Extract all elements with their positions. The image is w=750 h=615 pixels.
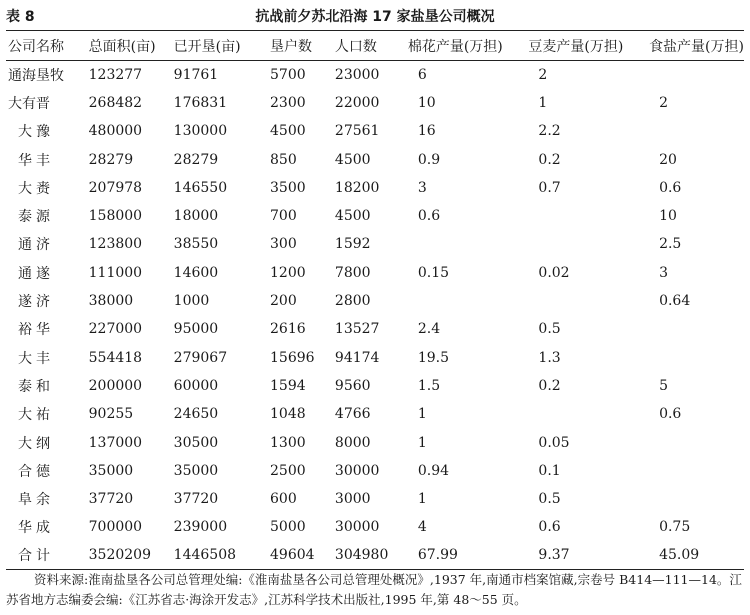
cell-company-name: 阜余 [18, 492, 54, 509]
cell-total-area: 123277 [88, 66, 143, 83]
table-row [6, 485, 744, 513]
cell-salt-output: 2 [659, 94, 668, 111]
cell-cotton-output: 0.94 [417, 462, 450, 479]
table-row [6, 400, 744, 428]
table-row [6, 287, 744, 315]
table-title: 抗战前夕苏北沿海 17 家盐垦公司概况 [255, 9, 495, 25]
table-row [6, 315, 744, 343]
cell-company-name: 华成 [18, 520, 54, 537]
cell-beans-wheat-output: 2.2 [538, 123, 561, 140]
cell-cultivated-area: 146550 [173, 179, 228, 196]
cell-households: 1200 [270, 264, 306, 281]
cell-population: 9560 [334, 377, 371, 394]
cell-beans-wheat-output: 0.6 [538, 519, 561, 536]
cell-total-area: 207978 [88, 179, 143, 196]
cell-total-area: 158000 [88, 208, 143, 225]
cell-salt-output [647, 61, 744, 89]
cell-cotton-output [406, 287, 527, 315]
cell-population: 27561 [334, 123, 380, 140]
cell-households: 2500 [270, 462, 306, 479]
table-row [6, 145, 744, 173]
cell-salt-output: 45.09 [647, 542, 744, 570]
cell-population: 4766 [334, 406, 371, 423]
table-row [6, 89, 744, 117]
cell-households: 300 [270, 236, 297, 253]
table-row [6, 372, 744, 400]
cell-beans-wheat-output: 0.5 [538, 321, 561, 338]
cell-cultivated-area: 28279 [173, 151, 219, 168]
cell-total-area: 700000 [88, 519, 143, 536]
cell-households: 15696 [270, 349, 315, 366]
cell-company-name: 大赉 [18, 180, 54, 197]
cell-salt-output: 3 [659, 264, 668, 281]
cell-total-area: 123800 [88, 236, 143, 253]
table-caption [6, 4, 744, 26]
cell-cultivated-area: 1000 [173, 293, 210, 310]
header-beans-wheat: 豆麦产量(万担) [526, 31, 647, 61]
cell-salt-output [647, 343, 744, 371]
cell-population: 4500 [334, 208, 371, 225]
cell-cultivated-area: 37720 [173, 491, 219, 508]
cell-beans-wheat-output [526, 287, 647, 315]
cell-beans-wheat-output [526, 400, 647, 428]
table-row [6, 457, 744, 485]
cell-total-area: 137000 [88, 434, 143, 451]
cell-population: 18200 [334, 179, 380, 196]
cell-cultivated-area: 91761 [173, 66, 219, 83]
cell-company-name: 大豫 [18, 124, 54, 141]
cell-salt-output: 20 [659, 151, 677, 168]
cell-population: 22000 [334, 94, 380, 111]
cell-total-area: 554418 [88, 349, 143, 366]
cell-company-name: 裕华 [18, 322, 54, 339]
cell-cotton-output: 1 [417, 491, 427, 508]
cell-company-name: 通海垦牧 [8, 67, 64, 84]
cell-total-area: 200000 [88, 377, 143, 394]
cell-total-area: 37720 [88, 491, 134, 508]
header-total-area: 总面积(亩) [87, 31, 172, 61]
cell-population: 13527 [334, 321, 380, 338]
cell-total-area: 28279 [88, 151, 134, 168]
cell-company-name: 通济 [18, 237, 54, 254]
cell-households: 49604 [268, 542, 333, 570]
cell-salt-output: 2.5 [659, 236, 682, 253]
header-company: 公司名称 [6, 31, 87, 61]
cell-total-area: 3520209 [87, 542, 172, 570]
table-row [6, 202, 744, 230]
cell-total-area: 35000 [88, 462, 134, 479]
cell-beans-wheat-output: 1 [538, 94, 548, 111]
cell-cotton-output: 1 [417, 406, 427, 423]
cell-beans-wheat-output: 0.2 [538, 151, 561, 168]
table-row [6, 174, 744, 202]
cell-cultivated-area: 130000 [173, 123, 228, 140]
table-body [6, 61, 744, 570]
cell-total-area: 111000 [88, 264, 143, 281]
cell-households: 5000 [270, 519, 306, 536]
cell-company-name: 大纲 [18, 435, 54, 452]
cell-cotton-output: 10 [417, 94, 436, 111]
table-row [6, 230, 744, 258]
cell-households: 700 [270, 208, 297, 225]
header-population: 人口数 [333, 31, 406, 61]
header-cotton: 棉花产量(万担) [406, 31, 527, 61]
cell-beans-wheat-output: 2 [538, 66, 548, 83]
cell-salt-output: 0.6 [659, 406, 682, 423]
cell-salt-output: 5 [659, 377, 668, 394]
cell-population: 3000 [334, 491, 371, 508]
cell-cultivated-area: 35000 [173, 462, 219, 479]
cell-households: 5700 [270, 66, 306, 83]
cell-company-name: 华丰 [18, 152, 54, 169]
cell-total-area: 90255 [88, 406, 134, 423]
cell-population: 94174 [334, 349, 380, 366]
cell-beans-wheat-output: 0.2 [538, 377, 561, 394]
cell-population: 2800 [334, 293, 371, 310]
table-row [6, 343, 744, 371]
cell-population: 8000 [334, 434, 371, 451]
cell-total-area: 268482 [88, 94, 143, 111]
total-row [6, 542, 744, 570]
cell-salt-output: 0.75 [659, 519, 691, 536]
cell-households: 1048 [270, 406, 306, 423]
header-salt: 食盐产量(万担) [647, 31, 744, 61]
cell-households: 200 [270, 293, 297, 310]
cell-cultivated-area: 60000 [173, 377, 219, 394]
cell-beans-wheat-output: 0.1 [538, 462, 561, 479]
cell-population: 30000 [334, 519, 380, 536]
cell-households: 600 [270, 491, 297, 508]
cell-salt-output: 0.64 [659, 293, 691, 310]
cell-cultivated-area: 95000 [173, 321, 219, 338]
cell-salt-output: 0.6 [659, 179, 682, 196]
cell-cotton-output: 4 [417, 519, 427, 536]
cell-company-name: 合计 [6, 542, 87, 570]
cell-salt-output [647, 428, 744, 456]
cell-households: 2300 [270, 94, 306, 111]
cell-cultivated-area: 279067 [173, 349, 228, 366]
cell-households: 850 [270, 151, 297, 168]
cell-population: 23000 [334, 66, 380, 83]
cell-cotton-output: 0.15 [417, 264, 450, 281]
table-number: 表 8 [6, 9, 35, 25]
cell-company-name: 大有晋 [8, 95, 50, 112]
cell-cotton-output: 1.5 [417, 377, 441, 394]
cell-cotton-output: 3 [417, 179, 427, 196]
cell-cultivated-area: 30500 [173, 434, 219, 451]
cell-cotton-output: 16 [417, 123, 436, 140]
cell-beans-wheat-output: 0.5 [538, 491, 561, 508]
header-households: 垦户数 [268, 31, 333, 61]
cell-population: 7800 [334, 264, 371, 281]
cell-beans-wheat-output: 9.37 [526, 542, 647, 570]
cell-total-area: 38000 [88, 293, 134, 310]
cell-total-area: 227000 [88, 321, 143, 338]
cell-cultivated-area: 38550 [173, 236, 219, 253]
cell-households: 4500 [270, 123, 306, 140]
cell-households: 3500 [270, 179, 306, 196]
cell-beans-wheat-output [526, 202, 647, 230]
cell-salt-output [647, 315, 744, 343]
cell-cultivated-area: 14600 [173, 264, 219, 281]
cell-beans-wheat-output: 0.02 [538, 264, 570, 281]
cell-households: 1594 [270, 377, 306, 394]
table-row [6, 117, 744, 145]
cell-cotton-output [406, 230, 527, 258]
cell-households: 2616 [270, 321, 306, 338]
cell-company-name: 泰和 [18, 378, 54, 395]
cell-salt-output [647, 457, 744, 485]
cell-company-name: 合德 [18, 463, 54, 480]
cell-company-name: 大丰 [18, 350, 54, 367]
salt-reclamation-table [6, 30, 744, 570]
cell-population: 4500 [334, 151, 371, 168]
cell-salt-output [647, 485, 744, 513]
cell-cultivated-area: 24650 [173, 406, 219, 423]
source-note: 资料来源:淮南盐垦各公司总管理处编:《淮南盐垦各公司总管理处概况》,1937 年,南通市档案馆藏,宗卷号 B414—111—14。江苏省地方志编委会编:《江苏省志·海涂开发志》,江苏科学技术出版社,1995 年,第 48～55 页。 [6, 572, 742, 607]
cell-company-name: 大祐 [18, 407, 54, 424]
cell-cultivated-area: 239000 [173, 519, 228, 536]
cell-salt-output: 10 [659, 208, 677, 225]
table-row [6, 513, 744, 541]
cell-cotton-output: 2.4 [417, 321, 441, 338]
table-row [6, 259, 744, 287]
table-row [6, 61, 744, 89]
cell-company-name: 遂济 [18, 294, 54, 311]
cell-beans-wheat-output: 1.3 [538, 349, 561, 366]
cell-cotton-output: 19.5 [417, 349, 450, 366]
cell-cotton-output: 0.6 [417, 208, 441, 225]
cell-cotton-output: 6 [417, 66, 427, 83]
cell-company-name: 通遂 [18, 265, 54, 282]
cell-beans-wheat-output [526, 230, 647, 258]
header-row [6, 31, 744, 61]
cell-total-area: 480000 [88, 123, 143, 140]
cell-beans-wheat-output: 0.7 [538, 179, 561, 196]
cell-company-name: 泰源 [18, 209, 54, 226]
cell-cotton-output: 0.9 [417, 151, 441, 168]
header-cultivated: 已开垦(亩) [172, 31, 268, 61]
cell-beans-wheat-output: 0.05 [538, 434, 570, 451]
cell-cotton-output: 1 [417, 434, 427, 451]
cell-population: 304980 [333, 542, 406, 570]
table-row [6, 428, 744, 456]
cell-cultivated-area: 18000 [173, 208, 219, 225]
cell-cultivated-area: 176831 [173, 94, 228, 111]
cell-salt-output [647, 117, 744, 145]
cell-population: 30000 [334, 462, 380, 479]
cell-population: 1592 [334, 236, 371, 253]
cell-cultivated-area: 1446508 [172, 542, 268, 570]
cell-households: 1300 [270, 434, 306, 451]
cell-cotton-output: 67.99 [406, 542, 527, 570]
